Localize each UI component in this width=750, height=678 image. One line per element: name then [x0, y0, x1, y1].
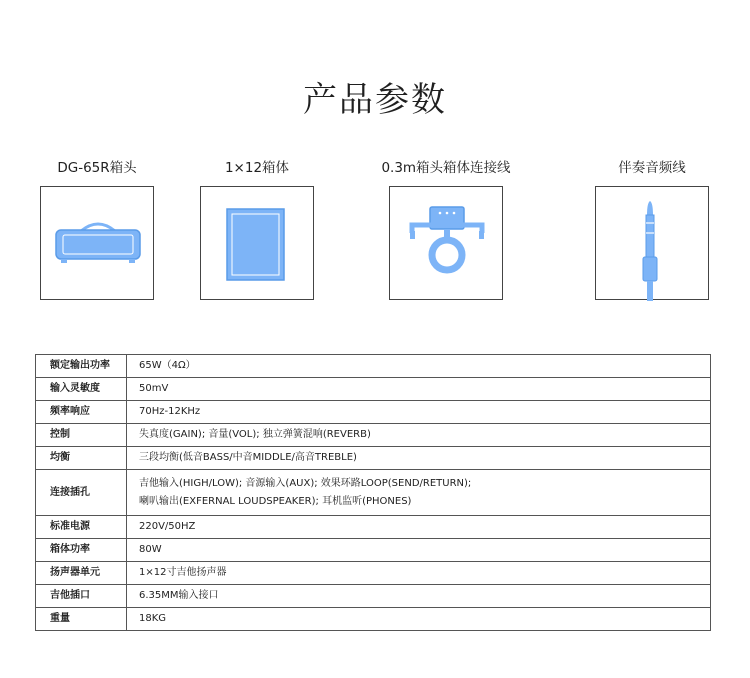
- table-row: [36, 378, 711, 401]
- table-row: [36, 539, 711, 562]
- spec-key: 扬声器单元: [36, 562, 127, 585]
- spec-value: 65W（4Ω）: [127, 355, 711, 378]
- table-row: [36, 355, 711, 378]
- amp-head-icon: [41, 187, 155, 301]
- spec-value: 三段均衡(低音BASS/中音MIDDLE/高音TREBLE): [127, 447, 711, 470]
- spec-value: 70Hz-12KHz: [127, 401, 711, 424]
- spec-key: 箱体功率: [36, 539, 127, 562]
- spec-key: 连接插孔: [36, 470, 127, 516]
- spec-key: 重量: [36, 608, 127, 631]
- table-row: [36, 516, 711, 539]
- spec-value-line: 喇叭输出(EXFERNAL LOUDSPEAKER); 耳机监听(PHONES): [139, 495, 412, 507]
- spec-value: 80W: [127, 539, 711, 562]
- cabinet-icon: [201, 187, 315, 301]
- spec-table: [35, 354, 711, 631]
- product-label: 0.3m箱头箱体连接线: [381, 160, 511, 176]
- table-row: [36, 585, 711, 608]
- spec-key: 输入灵敏度: [36, 378, 127, 401]
- spec-key: 均衡: [36, 447, 127, 470]
- table-row: [36, 424, 711, 447]
- table-row: [36, 447, 711, 470]
- product-label: 1×12箱体: [224, 160, 290, 176]
- speaker-cable-icon: [390, 187, 504, 301]
- product-image-frame: [595, 186, 709, 300]
- spec-value-line: 吉他输入(HIGH/LOW); 音源输入(AUX); 效果环路LOOP(SEND/RETURN);: [139, 477, 472, 489]
- spec-key: 控制: [36, 424, 127, 447]
- spec-value: 220V/50HZ: [127, 516, 711, 539]
- spec-value: 1×12寸吉他扬声器: [127, 562, 711, 585]
- product-image-frame: [200, 186, 314, 300]
- product-image-frame: [40, 186, 154, 300]
- spec-key: 额定输出功率: [36, 355, 127, 378]
- table-row: [36, 562, 711, 585]
- product-label: DG-65R箱头: [57, 160, 137, 176]
- spec-value: [127, 470, 711, 516]
- product-cabinet: [157, 158, 357, 300]
- spec-key: 标准电源: [36, 516, 127, 539]
- audio-jack-icon: [596, 187, 710, 301]
- spec-value: 18KG: [127, 608, 711, 631]
- table-row: [36, 470, 711, 516]
- table-row: [36, 401, 711, 424]
- product-label: 伴奏音频线: [618, 160, 686, 176]
- page-title: 产品参数: [303, 80, 447, 120]
- table-row: [36, 608, 711, 631]
- product-audio-cable: [552, 158, 750, 300]
- product-connect-cable: [346, 158, 546, 300]
- spec-key: 吉他插口: [36, 585, 127, 608]
- spec-value: 失真度(GAIN); 音量(VOL); 独立弹簧混响(REVERB): [127, 424, 711, 447]
- product-image-frame: [389, 186, 503, 300]
- spec-key: 频率响应: [36, 401, 127, 424]
- spec-value: 50mV: [127, 378, 711, 401]
- spec-value: 6.35MM输入接口: [127, 585, 711, 608]
